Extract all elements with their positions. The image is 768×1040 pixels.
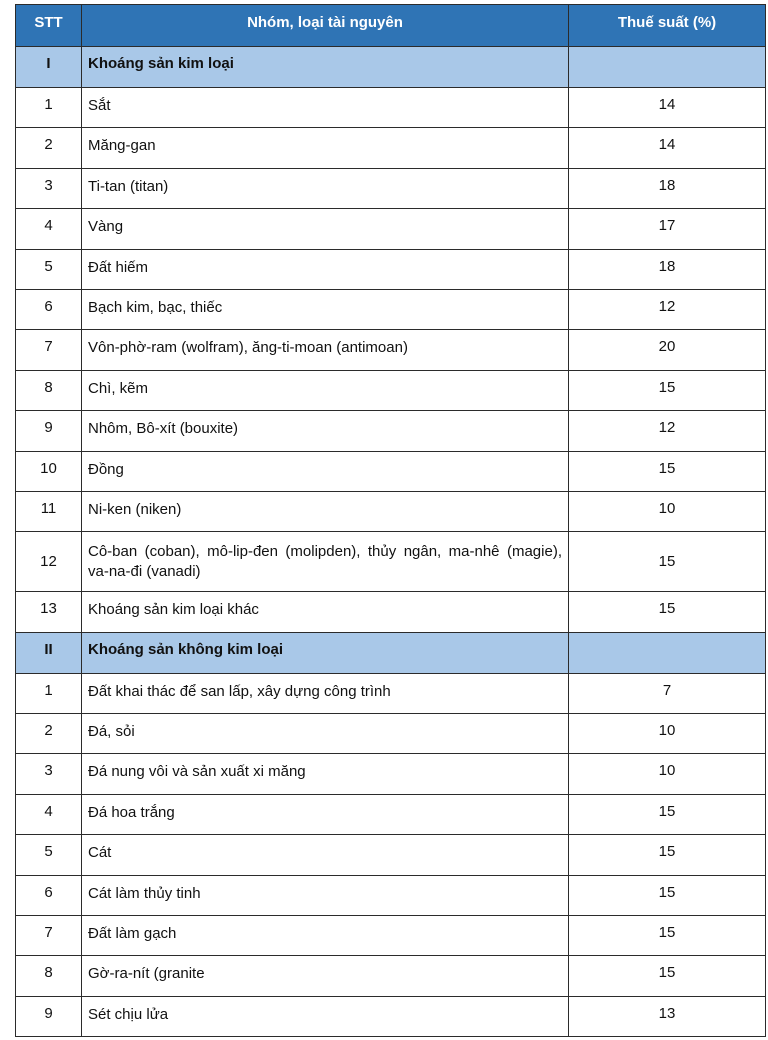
row-resource-name: Bạch kim, bạc, thiếc — [82, 289, 569, 329]
row-stt: 2 — [16, 714, 82, 754]
table-row — [16, 754, 766, 794]
row-tax-rate: 15 — [569, 451, 766, 491]
row-resource-name: Nhôm, Bô-xít (bouxite) — [82, 411, 569, 451]
group-row — [16, 47, 766, 88]
table-row — [16, 532, 766, 592]
row-tax-rate: 7 — [569, 673, 766, 713]
row-tax-rate: 18 — [569, 168, 766, 208]
row-tax-rate: 15 — [569, 835, 766, 875]
row-stt: 1 — [16, 88, 82, 128]
row-resource-name: Cát — [82, 835, 569, 875]
row-tax-rate: 15 — [569, 956, 766, 996]
row-tax-rate: 15 — [569, 532, 766, 592]
row-stt: 7 — [16, 330, 82, 370]
row-tax-rate: 13 — [569, 996, 766, 1036]
row-stt: 4 — [16, 794, 82, 834]
row-tax-rate: 14 — [569, 88, 766, 128]
row-tax-rate: 15 — [569, 370, 766, 410]
table-row — [16, 249, 766, 289]
row-tax-rate: 20 — [569, 330, 766, 370]
row-stt: 10 — [16, 451, 82, 491]
row-tax-rate: 15 — [569, 592, 766, 632]
row-resource-name: Vôn-phờ-ram (wolfram), ăng-ti-moan (antimoan) — [82, 330, 569, 370]
row-stt: 3 — [16, 754, 82, 794]
row-stt: 8 — [16, 956, 82, 996]
row-tax-rate: 12 — [569, 411, 766, 451]
row-tax-rate: 17 — [569, 209, 766, 249]
table-row — [16, 168, 766, 208]
row-tax-rate: 10 — [569, 714, 766, 754]
table-header — [16, 5, 766, 47]
table-row — [16, 451, 766, 491]
header-resource-group: Nhóm, loại tài nguyên — [82, 5, 569, 47]
row-tax-rate: 15 — [569, 794, 766, 834]
row-resource-name: Đất làm gạch — [82, 916, 569, 956]
row-stt: 12 — [16, 532, 82, 592]
row-stt: 2 — [16, 128, 82, 168]
row-stt: 9 — [16, 411, 82, 451]
row-resource-name: Đá, sỏi — [82, 714, 569, 754]
row-tax-rate: 15 — [569, 916, 766, 956]
row-resource-name: Ti-tan (titan) — [82, 168, 569, 208]
row-tax-rate: 14 — [569, 128, 766, 168]
row-tax-rate: 10 — [569, 754, 766, 794]
row-stt: 3 — [16, 168, 82, 208]
row-stt: 4 — [16, 209, 82, 249]
row-tax-rate: 15 — [569, 875, 766, 915]
header-row — [16, 5, 766, 47]
row-stt: 1 — [16, 673, 82, 713]
row-resource-name: Sắt — [82, 88, 569, 128]
row-stt: 5 — [16, 249, 82, 289]
table-row — [16, 996, 766, 1036]
row-stt: 11 — [16, 491, 82, 531]
row-resource-name: Cát làm thủy tinh — [82, 875, 569, 915]
table-row — [16, 128, 766, 168]
table-row — [16, 411, 766, 451]
resource-tax-table — [15, 4, 766, 1037]
table-row — [16, 956, 766, 996]
row-stt: 13 — [16, 592, 82, 632]
table-row — [16, 88, 766, 128]
row-resource-name: Chì, kẽm — [82, 370, 569, 410]
group-title: Khoáng sản không kim loại — [82, 632, 569, 673]
row-resource-name: Đá nung vôi và sản xuất xi măng — [82, 754, 569, 794]
group-title: Khoáng sản kim loại — [82, 47, 569, 88]
table-row — [16, 794, 766, 834]
table-row — [16, 916, 766, 956]
row-tax-rate: 10 — [569, 491, 766, 531]
table-row — [16, 673, 766, 713]
row-resource-name: Đá hoa trắng — [82, 794, 569, 834]
group-row — [16, 632, 766, 673]
row-stt: 7 — [16, 916, 82, 956]
row-tax-rate: 12 — [569, 289, 766, 329]
row-stt: 6 — [16, 875, 82, 915]
group-rate-empty — [569, 632, 766, 673]
table-row — [16, 592, 766, 632]
row-resource-name: Sét chịu lửa — [82, 996, 569, 1036]
group-code: I — [16, 47, 82, 88]
row-resource-name: Măng-gan — [82, 128, 569, 168]
row-resource-name: Cô-ban (coban), mô-lip-đen (molipden), thủy ngân, ma-nhê (magie), va-na-đi (vanadi) — [82, 532, 569, 592]
header-tax-rate: Thuế suất (%) — [569, 5, 766, 47]
table-row — [16, 835, 766, 875]
row-resource-name: Đất hiếm — [82, 249, 569, 289]
header-stt: STT — [16, 5, 82, 47]
row-resource-name: Vàng — [82, 209, 569, 249]
row-stt: 9 — [16, 996, 82, 1036]
row-resource-name: Ni-ken (niken) — [82, 491, 569, 531]
table-row — [16, 330, 766, 370]
group-code: II — [16, 632, 82, 673]
table-row — [16, 370, 766, 410]
table-row — [16, 209, 766, 249]
row-resource-name: Khoáng sản kim loại khác — [82, 592, 569, 632]
row-stt: 8 — [16, 370, 82, 410]
table-row — [16, 714, 766, 754]
group-rate-empty — [569, 47, 766, 88]
table-row — [16, 289, 766, 329]
row-resource-name: Đồng — [82, 451, 569, 491]
table-body — [16, 47, 766, 1037]
row-tax-rate: 18 — [569, 249, 766, 289]
table-row — [16, 491, 766, 531]
row-resource-name: Đất khai thác để san lấp, xây dựng công trình — [82, 673, 569, 713]
row-stt: 6 — [16, 289, 82, 329]
row-stt: 5 — [16, 835, 82, 875]
row-resource-name: Gờ-ra-nít (granite — [82, 956, 569, 996]
table-row — [16, 875, 766, 915]
